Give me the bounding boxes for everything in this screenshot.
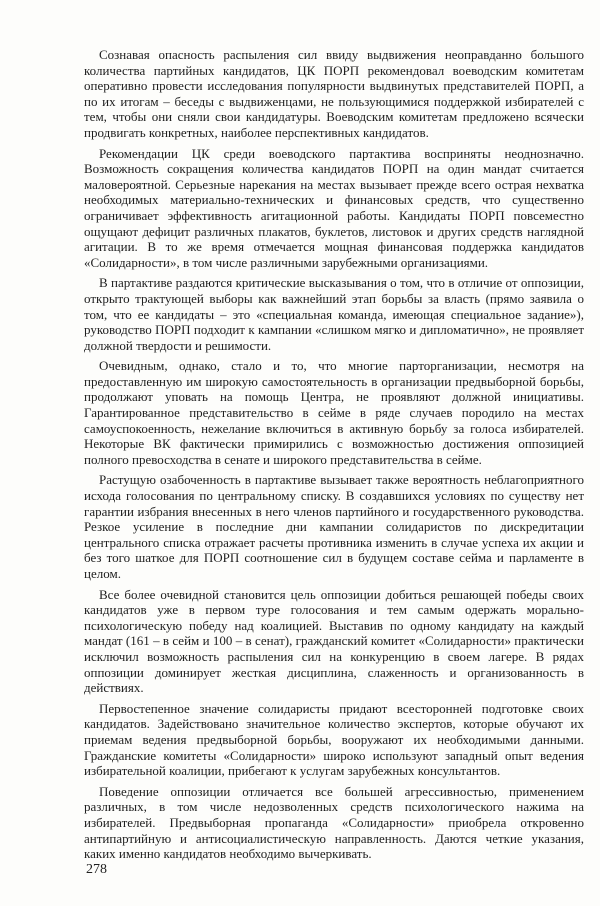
paragraph-1: Сознавая опасность распыления сил ввиду выдвижения неоправданно большого количества партийных кандидатов, ЦК ПОРП рекомендовал воеводским комитетам оперативно провести исследования популярности выдвинутых представителей ПОРП, а по их итогам – беседы с выдвиженцами, не пользующимися поддержкой избирателей с тем, чтобы они сняли свои кандидатуры. Воеводским комитетам предложено всячески продвигать конкретных, наиболее перспективных кандидатов. — [84, 47, 584, 140]
paragraph-2: Рекомендации ЦК среди воеводского партактива восприняты неоднозначно. Возможность сокращения количества кандидатов ПОРП на один мандат считается маловероятной. Серьезные нарекания на местах вызывает прежде всего острая нехватка необходимых материально-технических и финансовых средств, что существенно ограничивает эффективность агитационной работы. Кандидаты ПОРП повсеместно ощущают дефицит различных плакатов, буклетов, листовок и других средств наглядной агитации. В то же время отмечается мощная финансовая поддержка кандидатов «Солидарности», в том числе различными зарубежными организациями. — [84, 145, 584, 270]
body-text — [84, 47, 584, 862]
paragraph-4: Очевидным, однако, стало и то, что многие парторганизации, несмотря на предоставленную им широкую самостоятельность в организации предвыборной борьбы, продолжают уповать на помощь Центра, не проявляют должной инициативы. Гарантированное представительство в сейме в ряде случаев породило на местах самоуспокоенность, нежелание включиться в активную борьбу за голоса избирателей. Некоторые ВК фактически примирились с возможностью достижения оппозицией полного превосходства в сенате и широкого представительства в сейме. — [84, 358, 584, 467]
paragraph-5: Растущую озабоченность в партактиве вызывает также вероятность неблагоприятного исхода голосования по центральному списку. В создавшихся условиях по существу нет гарантии избрания внесенных в него членов партийного и государственного руководства. Резкое усиление в последние дни кампании солидаристов по дискредитации центрального списка отражает расчеты противника изменить в случае успеха их акции и без того шаткое для ПОРП соотношение сил в будущем составе сейма и парламенте в целом. — [84, 472, 584, 581]
page-number: 278 — [86, 862, 107, 877]
paragraph-6: Все более очевидной становится цель оппозиции добиться решающей победы своих кандидатов уже в первом туре голосования и тем самым одержать морально-психологическую победу над коалицией. Выставив по одному кандидату на каждый мандат (161 – в сейм и 100 – в сенат), гражданский комитет «Солидарности» практически исключил возможность распыления сил на конкуренцию в своем лагере. В рядах оппозиции доминирует жесткая дисциплина, слаженность и организованность в действиях. — [84, 586, 584, 696]
paragraph-3: В партактиве раздаются критические высказывания о том, что в отличие от оппозиции, открыто трактующей выборы как важнейший этап борьбы за власть (прямо заявила о том, что ее кандидаты – это «специальная команда, имеющая специальное задание»), руководство ПОРП подходит к кампании «слишком мягко и дипломатично», не проявляет должной твердости и решимости. — [84, 275, 584, 353]
paragraph-7: Первостепенное значение солидаристы придают всесторонней подготовке своих кандидатов. Задействовано значительное количество экспертов, которые обучают их приемам ведения предвыборной борьбы, вооружают их необходимыми данными. Гражданские комитеты «Солидарности» широко используют западный опыт ведения избирательной коалиции, прибегают к услугам зарубежных консультантов. — [84, 700, 584, 779]
paragraph-8: Поведение оппозиции отличается все большей агрессивностью, применением различных, в том числе недозволенных средств психологического нажима на избирателей. Предвыборная пропаганда «Солидарности» приобрела откровенно антипартийную и антисоциалистическую направленность. Даются четкие указания, каких именно кандидатов необходимо вычеркивать. — [84, 783, 584, 862]
